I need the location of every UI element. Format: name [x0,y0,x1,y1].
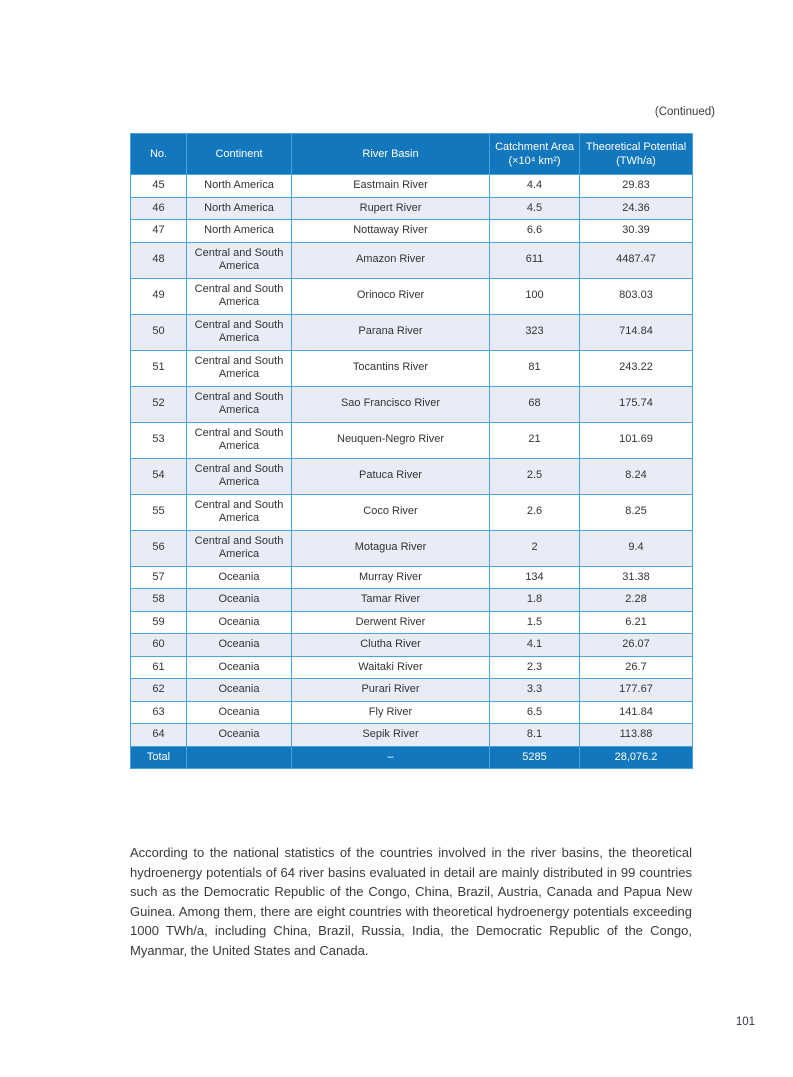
column-header-label: No. [149,148,168,160]
table-cell: North America [187,175,292,198]
table-cell: 64 [131,724,187,747]
table-cell: Tocantins River [292,350,490,386]
page-number: 101 [735,1016,755,1028]
table-cell: 46 [131,197,187,220]
table-cell: 21 [490,422,580,458]
table-cell: North America [187,197,292,220]
table-cell: Neuquen-Negro River [292,422,490,458]
table-cell: Purari River [292,679,490,702]
table-cell: Coco River [292,494,490,530]
table-cell: 803.03 [580,278,693,314]
table-cell: 8.25 [580,494,693,530]
table-cell: 4.1 [490,634,580,657]
table-row [131,679,693,702]
table-row [131,386,693,422]
table-header-row [131,134,693,175]
table-cell: 2.3 [490,656,580,679]
table-cell: 52 [131,386,187,422]
table-cell: Fly River [292,701,490,724]
table-cell: 31.38 [580,566,693,589]
table-cell [187,746,292,769]
column-header [131,134,187,175]
table-cell: 2 [490,530,580,566]
table-cell: Oceania [187,611,292,634]
table-row [131,634,693,657]
table-cell: 58 [131,589,187,612]
table-cell: 2.6 [490,494,580,530]
table-row [131,611,693,634]
table-cell: 68 [490,386,580,422]
table-cell: 1.5 [490,611,580,634]
table-cell: North America [187,220,292,243]
table-cell: 30.39 [580,220,693,243]
table-cell: 101.69 [580,422,693,458]
column-header-label: Catchment Area [495,141,574,153]
table-row [131,242,693,278]
table-body [131,175,693,769]
table-cell: Clutha River [292,634,490,657]
table-cell: 113.88 [580,724,693,747]
table-cell: Oceania [187,566,292,589]
table-cell: 175.74 [580,386,693,422]
table-cell: 3.3 [490,679,580,702]
table-cell: Central and South America [187,350,292,386]
table-row [131,566,693,589]
table-cell: Central and South America [187,242,292,278]
table-cell: 53 [131,422,187,458]
table-row [131,656,693,679]
table-cell: 29.83 [580,175,693,198]
table-cell: 6.5 [490,701,580,724]
table-cell: 24.36 [580,197,693,220]
table-cell: 323 [490,314,580,350]
table-cell: Oceania [187,679,292,702]
table-row [131,701,693,724]
table-row [131,458,693,494]
table-cell: 2.5 [490,458,580,494]
column-header-unit: (TWh/a) [616,155,656,167]
table-cell: 1.8 [490,589,580,612]
table-cell: 4487.47 [580,242,693,278]
table-row [131,494,693,530]
table-cell: Central and South America [187,458,292,494]
table-cell: Central and South America [187,386,292,422]
table-cell: Central and South America [187,422,292,458]
table-cell: Orinoco River [292,278,490,314]
table-cell: 100 [490,278,580,314]
table-cell: 4.4 [490,175,580,198]
table-cell: Waitaki River [292,656,490,679]
table-total-row [131,746,693,769]
table-cell: 243.22 [580,350,693,386]
table-cell: 50 [131,314,187,350]
table-cell: Central and South America [187,278,292,314]
table-cell: 81 [490,350,580,386]
river-basin-table [130,133,693,769]
table-cell: 26.07 [580,634,693,657]
column-header-label: Continent [215,148,263,160]
column-header-label: Theoretical Potential [585,141,687,153]
table-cell: 714.84 [580,314,693,350]
table-cell: 51 [131,350,187,386]
table-cell: Sao Francisco River [292,386,490,422]
table-cell: 9.4 [580,530,693,566]
table-cell: 56 [131,530,187,566]
table-cell: 63 [131,701,187,724]
table-cell: Total [131,746,187,769]
table-cell: 60 [131,634,187,657]
table-cell: Rupert River [292,197,490,220]
column-header-label: River Basin [362,148,419,160]
table-cell: Oceania [187,724,292,747]
table-cell: 611 [490,242,580,278]
table-cell: 59 [131,611,187,634]
table-cell: 8.24 [580,458,693,494]
table-row [131,530,693,566]
table-cell: – [292,746,490,769]
table-cell: Eastmain River [292,175,490,198]
table-row [131,278,693,314]
table-cell: 6.6 [490,220,580,243]
table-cell: 55 [131,494,187,530]
table-cell: 134 [490,566,580,589]
table-cell: 61 [131,656,187,679]
table-cell: 2.28 [580,589,693,612]
table-cell: 8.1 [490,724,580,747]
table-row [131,220,693,243]
table-row [131,724,693,747]
table-cell: Oceania [187,656,292,679]
table-cell: 49 [131,278,187,314]
table-cell: Oceania [187,589,292,612]
continued-label: (Continued) [654,106,715,118]
table-cell: 4.5 [490,197,580,220]
table-cell: 28,076.2 [580,746,693,769]
table-cell: 54 [131,458,187,494]
table-cell: Nottaway River [292,220,490,243]
column-header [292,134,490,175]
table-cell: Patuca River [292,458,490,494]
table-cell: Oceania [187,634,292,657]
table-row [131,175,693,198]
table-cell: 141.84 [580,701,693,724]
table-row [131,589,693,612]
table-header [131,134,693,175]
table-cell: Derwent River [292,611,490,634]
table-cell: Central and South America [187,530,292,566]
table-cell: 6.21 [580,611,693,634]
table-cell: 45 [131,175,187,198]
table-row [131,422,693,458]
column-header [490,134,580,175]
table-cell: Amazon River [292,242,490,278]
table-cell: 26.7 [580,656,693,679]
body-paragraph: According to the national statistics of the countries involved in the river basins, the theoretical hydroenergy potentials of 64 river basins evaluated in detail are mainly distributed in 99 countries such as the Democratic Republic of the Congo, China, Brazil, Austria, Canada and Papua New Guinea. Among them, there are eight countries with theoretical hydroenergy potentials exceeding 1000 TWh/a, including China, Brazil, Russia, India, the Democratic Republic of the Congo, Myanmar, the United States and Canada. [130,845,692,958]
table-cell: Oceania [187,701,292,724]
table-row [131,197,693,220]
table-cell: 5285 [490,746,580,769]
table-cell: Tamar River [292,589,490,612]
column-header [187,134,292,175]
table-cell: Murray River [292,566,490,589]
table-row [131,314,693,350]
table-cell: Parana River [292,314,490,350]
table-cell: 48 [131,242,187,278]
table-cell: Central and South America [187,494,292,530]
column-header-unit: (×10⁴ km²) [508,155,561,167]
table-cell: Central and South America [187,314,292,350]
table-cell: Motagua River [292,530,490,566]
table-cell: 177.67 [580,679,693,702]
table-cell: 62 [131,679,187,702]
table-cell: 47 [131,220,187,243]
table-cell: Sepik River [292,724,490,747]
table-cell: 57 [131,566,187,589]
column-header [580,134,693,175]
table-row [131,350,693,386]
